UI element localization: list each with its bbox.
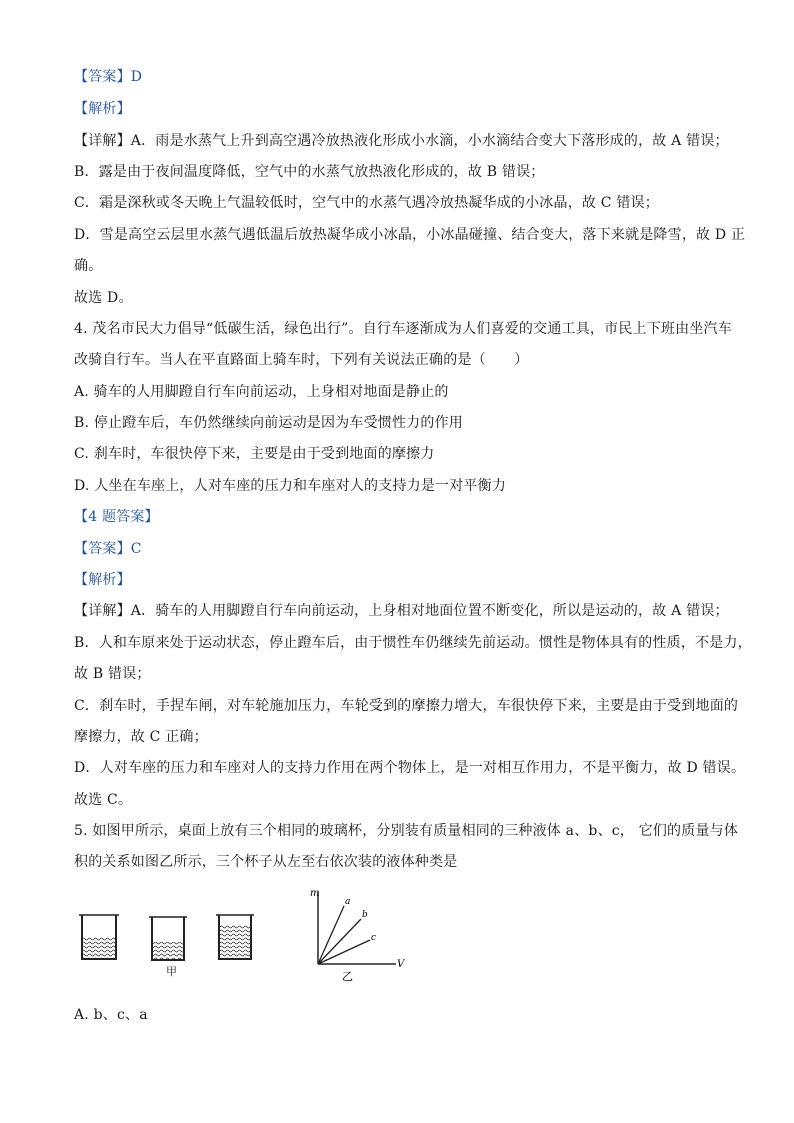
explanation-a: 【详解】A．雨是水蒸气上升到高空遇冷放热液化形成小水滴，小水滴结合变大下落形成的，故 A 错误； [74, 133, 729, 149]
analysis-label: 【解析】 [74, 101, 131, 117]
question-4-option-c: C. 刹车时，车很快停下来，主要是由于受到地面的摩擦力 [74, 446, 435, 462]
analysis-label: 【解析】 [74, 572, 131, 588]
cup-left [79, 915, 119, 959]
answer-label: 【答案】C [74, 541, 142, 557]
figure-cups-label: 甲 [166, 965, 177, 978]
cup-right [216, 915, 254, 959]
explanation-c: C．霜是深秋或冬天晚上气温较低时，空气中的水蒸气遇冷放热凝华成的小冰晶，故 C 错误； [74, 195, 659, 211]
explanation-d: D．雪是高空云层里水蒸气遇低温后放热凝华成小冰晶，小冰晶碰撞、结合变大，落下来就是降雪，故 D 正 [74, 227, 746, 243]
label-a: a [345, 897, 351, 907]
question-4-stem: 4. 茂名市民大力倡导“低碳生活，绿色出行”。自行车逐渐成为人们喜爱的交通工具，市民上下班由坐汽车 [74, 321, 732, 337]
explanation-a: 【详解】A．骑车的人用脚蹬自行车向前运动，上身相对地面位置不断变化，所以是运动的，故 A 错误； [74, 603, 729, 619]
figure-mass-volume-graph [306, 884, 406, 984]
explanation-b: B．露是由于夜间温度降低，空气中的水蒸气放热液化形成的，故 B 错误； [74, 164, 545, 180]
conclusion: 故选 C。 [74, 792, 133, 808]
explanation-b: B．人和车原来处于运动状态，停止蹬车后，由于惯性车仍继续先前运动。惯性是物体具有的性质，不是力， [74, 635, 752, 651]
explanation-c-cont: 摩擦力，故 C 正确； [74, 729, 208, 745]
figure-graph-label: 乙 [342, 970, 353, 983]
explanation-c: C．刹车时，手捏车闸，对车轮施加压力，车轮受到的摩擦力增大，车很快停下来，主要是由于受到地面的 [74, 698, 739, 714]
explanation-d: D．人对车座的压力和车座对人的支持力作用在两个物体上，是一对相互作用力，不是平衡力，故 D 错误。 [74, 760, 746, 776]
explanation-b-cont: 故 B 错误； [74, 666, 151, 682]
answer-label: 【答案】D [74, 69, 143, 85]
question-4-answer-heading: 【4 题答案】 [74, 509, 159, 525]
question-4-option-d: D. 人坐在车座上，人对车座的压力和车座对人的支持力是一对平衡力 [74, 478, 507, 494]
label-b: b [362, 910, 368, 920]
question-5-stem-cont: 积的关系如图乙所示，三个杯子从左至右依次装的液体种类是 [74, 854, 458, 870]
cup-middle [149, 917, 187, 960]
question-5-stem: 5. 如图甲所示，桌面上放有三个相同的玻璃杯，分别装有质量相同的三种液体 a、b、c， 它们的质量与体 [74, 823, 739, 839]
line-a [318, 906, 344, 964]
explanation-d-cont: 确。 [74, 258, 103, 274]
question-5-option-a: A. b、c、a [74, 1007, 148, 1023]
line-c [318, 940, 370, 964]
label-c: c [371, 933, 377, 943]
line-b [318, 919, 361, 964]
question-4-option-a: A. 骑车的人用脚蹬自行车向前运动，上身相对地面是静止的 [74, 384, 449, 400]
y-axis-label: m [310, 888, 320, 899]
question-4-stem-cont: 改骑自行车。当人在平直路面上骑车时，下列有关说法正确的是（ ） [74, 352, 529, 368]
conclusion: 故选 D。 [74, 290, 133, 306]
question-4-option-b: B. 停止蹬车后，车仍然继续向前运动是因为车受惯性力的作用 [74, 415, 463, 431]
x-axis-label: V [397, 959, 405, 970]
